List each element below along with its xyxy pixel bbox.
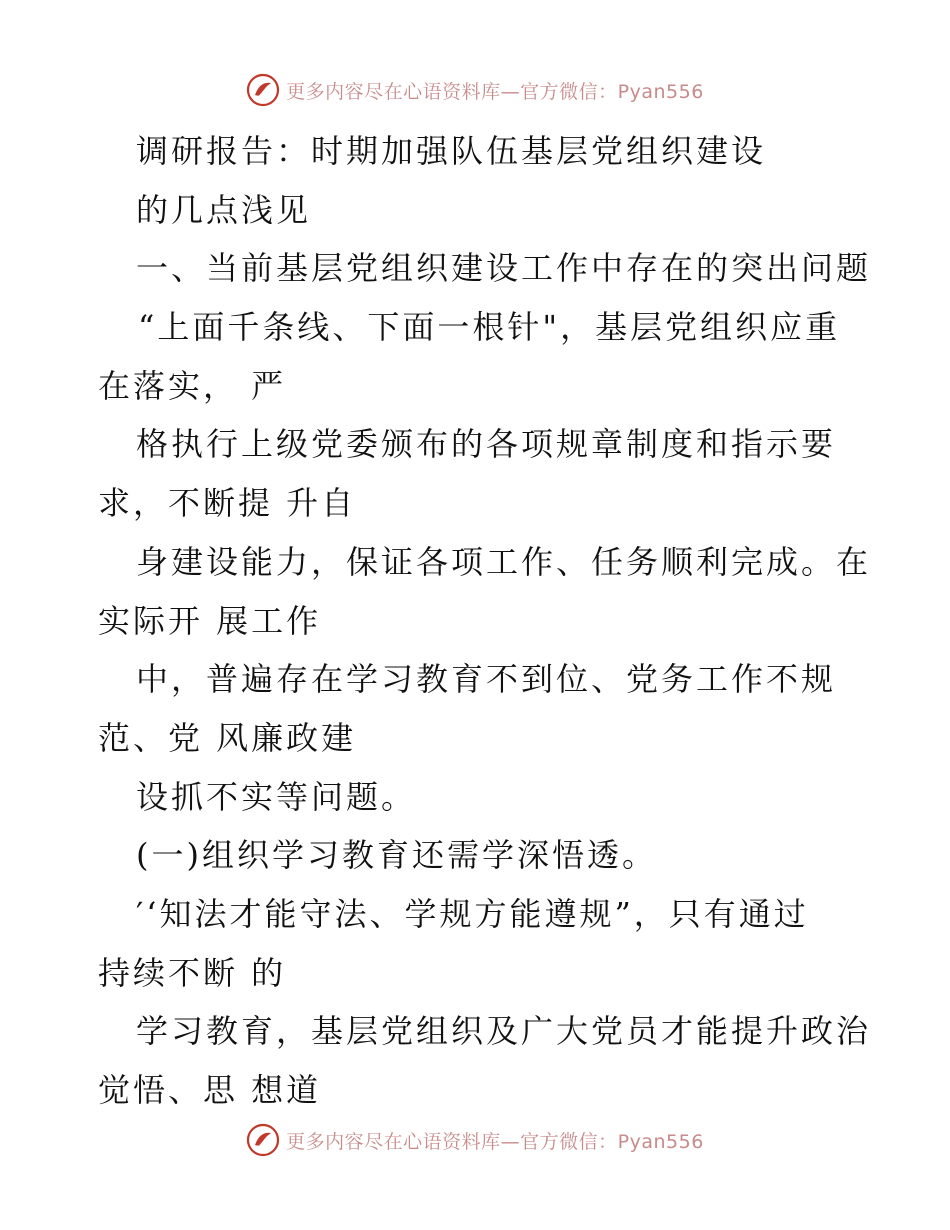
text-line: 格执行上级党委颁布的各项规章制度和指示要 [136,425,837,464]
text-line: 一、当前基层党组织建设工作中存在的突出问题 [136,249,872,288]
text-line: 在落实， 严 [98,366,287,405]
text-line: ′‘知法才能守法、学规方能遵规”，只有通过 [136,894,809,933]
header-banner [0,70,950,110]
text-line: 求，不断提 升自 [98,484,357,523]
footer-banner [0,1120,950,1160]
text-line: 设抓不实等问题。 [136,777,417,816]
brand-logo-icon [246,73,280,107]
text-line: 的几点浅见 [136,190,312,229]
banner-text: 更多内容尽在心语资料库—官方微信：Pyan556 [286,1130,704,1153]
text-line: 范、党 风廉政建 [98,718,357,757]
text-line: 调研报告：时期加强队伍基层党组织建设 [136,132,767,170]
text-line: 持续不断 的 [98,953,287,992]
text-line: 觉悟、思 想道 [98,1071,322,1109]
text-line: 实际开 展工作 [98,601,322,640]
text-line: “上面千条线、下面一根针"，基层党组织应重 [138,308,841,347]
text-line: 身建设能力，保证各项工作、任务顺利完成。在 [136,542,872,581]
section-heading: (一)组织学习教育还需学深悟透。 [136,836,657,875]
brand-logo-icon [246,1123,280,1157]
document-body [98,122,872,1120]
text-line: 中，普遍存在学习教育不到位、党务工作不规 [136,660,837,699]
text-line: 学习教育，基层党组织及广大党员才能提升政治 [136,1012,872,1051]
banner-text: 更多内容尽在心语资料库—官方微信：Pyan556 [286,80,704,103]
